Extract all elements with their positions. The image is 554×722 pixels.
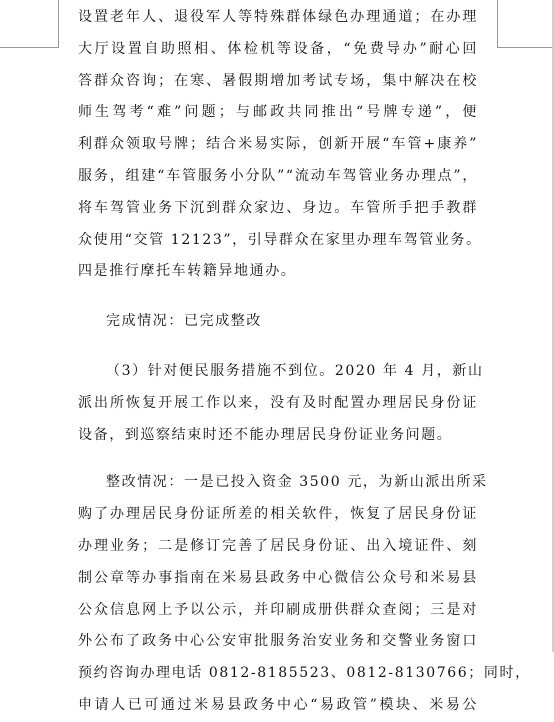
crop-mark-top-left-vertical [58,0,59,48]
text-line: 服务，组建“车管服务小分队”“流动车驾管业务办理点”， [78,167,478,184]
text-line: 大厅设置自助照相、体检机等设备，“免费导办”耐心回 [78,40,478,57]
text-line: 答群众咨询；在寒、暑假期增加考试专场，集中解决在校 [78,72,478,89]
text-line: 申请人已可通过米易县政务中心“易政管”模块、米易公 [78,696,478,713]
crop-mark-top-right-vertical [497,0,498,48]
text-line: 制公章等办事指南在米易县政务中心微信公众号和米易县 [78,569,478,586]
text-line: 设备，到巡察结束时还不能办理居民身份证业务问题。 [78,426,453,443]
text-line: 外公布了政务中心公安审批服务治安业务和交警业务窗口 [78,633,478,650]
text-line: 整改情况：一是已投入资金 3500 元，为新山派出所采 [106,474,488,491]
text-line: 预约咨询办理电话 0812-8185523、0812-8130766；同时， [78,665,531,682]
text-line: 师生驾考“难”问题；与邮政共同推出“号牌专递”，便 [78,104,478,121]
text-line: 利群众领取号牌；结合米易实际，创新开展“车管+康养” [78,136,478,153]
text-line: 派出所恢复开展工作以来，没有及时配置办理居民身份证 [78,394,478,411]
crop-mark-top-right-horizontal [497,47,554,48]
paragraph-issue-3 [78,356,484,451]
text-line: 将车驾管业务下沉到群众家边、身边。车管所手把手教群 [78,199,478,216]
paragraph-spacing [78,288,478,306]
text-line: 四是推行摩托车转籍异地通办。 [78,263,297,280]
crop-mark-top-left-horizontal [0,47,58,48]
text-line: 办理业务；二是修订完善了居民身份证、出入境证件、刻 [78,537,478,554]
text-line: （3）针对便民服务措施不到位。2020 年 4 月，新山 [106,362,484,379]
text-line: 购了办理居民身份证所差的相关软件，恢复了居民身份证 [78,506,478,523]
paragraph-rectification [78,467,531,721]
text-line: 完成情况：已完成整改 [106,313,262,330]
paragraph-spacing [78,451,478,467]
text-line: 众使用“交管 12123”，引导群众在家里办理车驾管业务。 [78,231,482,248]
text-line: 公众信息网上予以公示，并印刷成册供群众查阅；三是对 [78,601,478,618]
text-line: 设置老年人、退役军人等特殊群体绿色办理通道；在办理 [78,9,478,25]
paragraph-spacing [78,338,478,356]
paragraph-continuation [78,2,482,288]
paragraph-completion-status [78,306,478,338]
document-body [78,2,531,722]
